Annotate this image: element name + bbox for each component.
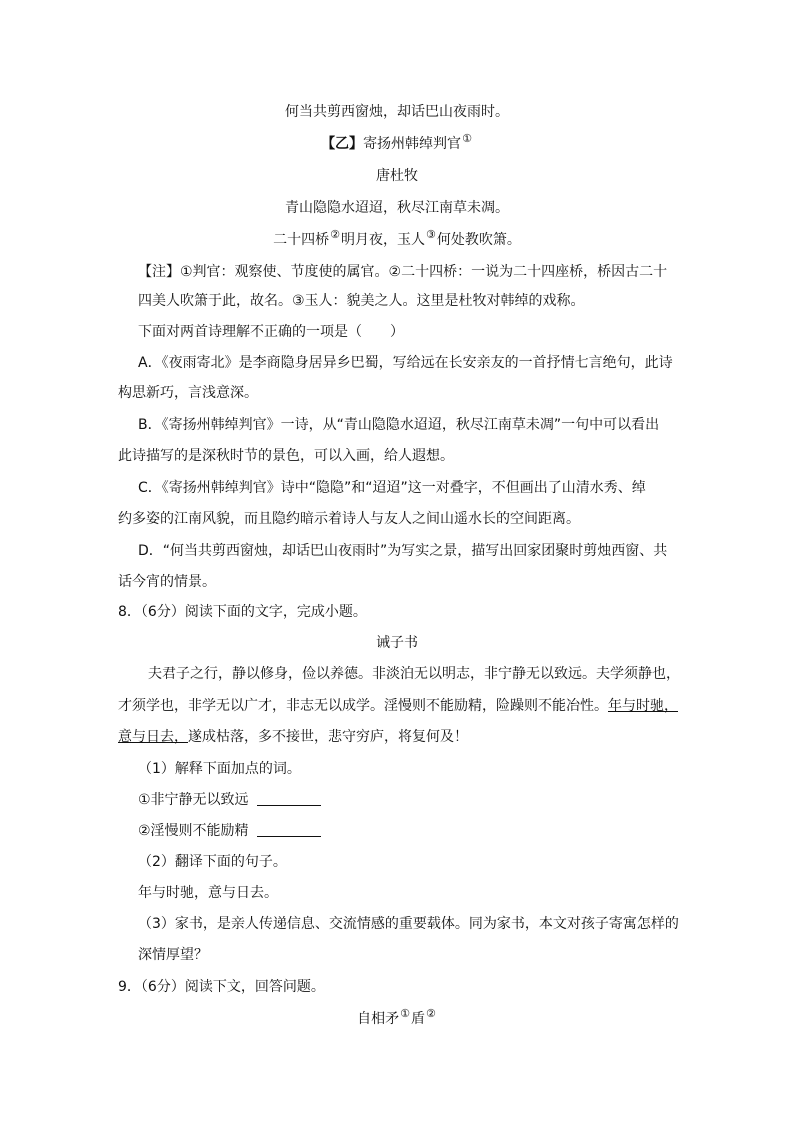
q7-stem: 下面对两首诗理解不正确的一项是（ ）	[138, 324, 404, 340]
q7-option-c-line1: C．《寄扬州韩绰判官》诗中“隐隐”和“迢迢”这一对叠字，不但画出了山清水秀、绰	[138, 480, 646, 496]
q9-header: 9．（6分）阅读下文，回答问题。	[118, 979, 325, 995]
q9-title: 自相矛①盾②	[357, 1007, 436, 1027]
q8-header: 8．（6分）阅读下面的文字，完成小题。	[118, 604, 367, 620]
note-marker: ①	[462, 132, 472, 145]
underlined-sentence: 意与日去，	[118, 729, 188, 745]
q7-option-b-line2: 此诗描写的是深秋时节的景色，可以入画，给人遐想。	[118, 448, 454, 464]
q7-option-a-line2: 构思新巧，言浅意深。	[118, 385, 258, 401]
note-marker: ①	[400, 1007, 410, 1020]
q7-option-d-line1: D．“何当共剪西窗烛，却话巴山夜雨时”为写实之景，描写出回家团聚时剪烛西窗、共	[138, 543, 668, 559]
q7-option-d-line2: 话今宵的情景。	[118, 574, 216, 590]
q8-sub2: （2）翻译下面的句子。	[138, 854, 287, 870]
q8-sub1-item2: ②淫慢则不能励精	[138, 820, 321, 842]
q8-sub1-item1: ①非宁静无以致远	[138, 789, 321, 811]
poem-b-line1: 青山隐隐水迢迢，秋尽江南草未凋。	[285, 200, 509, 216]
underlined-sentence: 年与时驰，	[608, 698, 678, 714]
q8-passage-line2: 才须学也，非学无以广才，非志无以成学。淫慢则不能励精，险躁则不能冶性。年与时驰，	[118, 698, 678, 714]
q8-sub2-text: 年与时驰，意与日去。	[138, 885, 278, 901]
q7-option-b-line1: B．《寄扬州韩绰判官》一诗，从“青山隐隐水迢迢，秋尽江南草未凋”一句中可以看出	[138, 417, 660, 433]
q8-sub3-line1: （3）家书，是亲人传递信息、交流情感的重要载体。同为家书，本文对孩子寄寓怎样的	[138, 916, 679, 932]
notes-line2: 四美人吹箫于此，故名。③玉人：貌美之人。这里是杜牧对韩绰的戏称。	[138, 293, 585, 309]
answer-blank[interactable]	[257, 791, 321, 806]
q8-passage-line3: 意与日去，遂成枯落，多不接世，悲守穷庐，将复何及！	[118, 729, 468, 745]
note-marker: ②	[426, 1007, 436, 1020]
q7-option-a-line1: A．《夜雨寄北》是李商隐身居异乡巴蜀，写给远在长安亲友的一首抒情七言绝句，此诗	[138, 355, 673, 371]
poem-a-last-line: 何当共剪西窗烛，却话巴山夜雨时。	[285, 104, 509, 120]
q8-title: 诫子书	[376, 635, 418, 651]
poem-b-line2: 二十四桥②明月夜，玉人③何处教吹箫。	[273, 228, 521, 248]
q8-passage-line1: 夫君子之行，静以修身，俭以养德。非淡泊无以明志，非宁静无以致远。夫学须静也，	[148, 666, 680, 682]
notes-line1: 【注】①判官：观察使、节度使的属官。②二十四桥：一说为二十四座桥，桥因古二十	[138, 264, 668, 280]
q8-sub1: （1）解释下面加点的词。	[138, 761, 301, 777]
note-marker: ②	[330, 228, 340, 241]
answer-blank[interactable]	[257, 822, 321, 837]
poem-b-author: 唐杜牧	[376, 168, 418, 184]
note-marker: ③	[426, 228, 436, 241]
q8-sub3-line2: 深情厚望？	[138, 947, 208, 963]
q7-option-c-line2: 约多姿的江南风貌，而且隐约暗示着诗人与友人之间山遥水长的空间距离。	[118, 511, 580, 527]
poem-b-title	[0, 133, 794, 156]
poem-b-title-text: 寄扬州韩绰判官	[363, 136, 462, 152]
poem-b-label: 【乙】	[321, 136, 364, 152]
